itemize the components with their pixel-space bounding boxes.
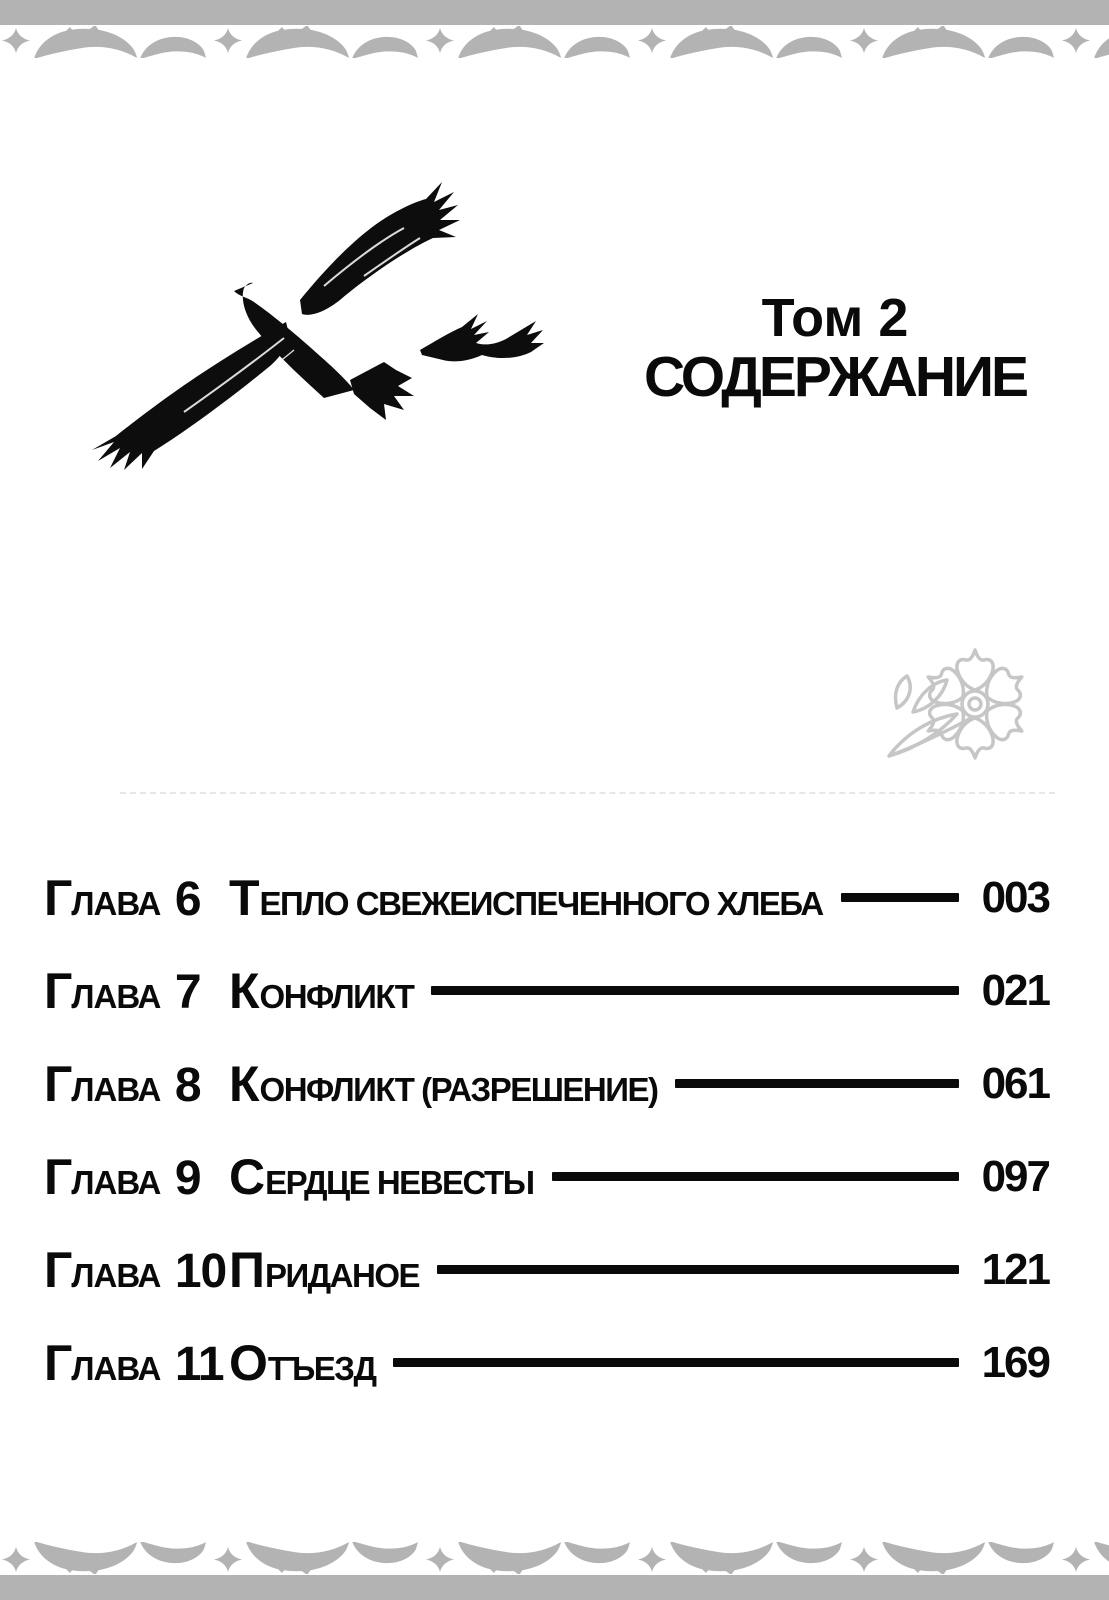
chapter-word: ГЛАВА (44, 1055, 161, 1112)
chapter-word: ГЛАВА (44, 1148, 161, 1205)
page-number: 121 (981, 1244, 1049, 1294)
toc-entry (0, 1223, 1109, 1316)
chapter-title: ТЕПЛО СВЕЖЕИСПЕЧЕННОГО ХЛЕБА (229, 869, 823, 926)
chapter-word: ГЛАВА (44, 869, 161, 926)
toc-entry (0, 851, 1109, 944)
chapter-title: ПРИДАНОЕ (229, 1241, 420, 1298)
page-number: 061 (981, 1058, 1049, 1108)
chapter-number: 11 (174, 1337, 224, 1391)
chapter-title: КОНФЛИКТ (РАЗРЕШЕНИЕ) (229, 1055, 658, 1112)
page-header (600, 290, 1070, 408)
page-number: 097 (981, 1151, 1049, 1201)
chapter-word: ГЛАВА (44, 1334, 161, 1391)
chapter-number: 7 (174, 965, 201, 1019)
leader-line (437, 1265, 959, 1274)
ornamental-border-bottom-icon (0, 1542, 1109, 1600)
chapter-title: КОНФЛИКТ (229, 962, 414, 1019)
chapter-number: 10 (174, 1244, 227, 1298)
leader-line (841, 893, 959, 902)
chapter-word: ГЛАВА (44, 962, 161, 1019)
eagle-illustration-icon (88, 180, 558, 475)
contents-title: СОДЕРЖАНИЕ (643, 345, 1027, 410)
faint-divider (120, 792, 1055, 794)
leader-line (431, 986, 959, 995)
page-number: 169 (981, 1337, 1049, 1387)
leader-line (552, 1172, 959, 1181)
toc-entry (0, 1316, 1109, 1409)
leader-line (675, 1079, 959, 1088)
chapter-label (44, 869, 229, 927)
chapter-word: ГЛАВА (44, 1241, 161, 1298)
chapter-number: 6 (174, 872, 201, 926)
chapter-title: СЕРДЦЕ НЕВЕСТЫ (229, 1148, 534, 1205)
toc-list (0, 851, 1109, 1409)
toc-entry (0, 944, 1109, 1037)
page-number: 003 (981, 872, 1049, 922)
chapter-number: 9 (174, 1151, 201, 1205)
chapter-label (44, 1055, 229, 1113)
chapter-label (44, 1334, 229, 1392)
flower-motif-icon (855, 632, 1050, 797)
ornamental-border-top-icon (0, 0, 1109, 58)
toc-entry (0, 1130, 1109, 1223)
chapter-title: ОТЪЕЗД (229, 1334, 376, 1391)
volume-title: Том 2 (761, 288, 909, 348)
page-number: 021 (981, 965, 1049, 1015)
chapter-label (44, 1241, 229, 1299)
chapter-label (44, 962, 229, 1020)
leader-line (393, 1358, 959, 1367)
chapter-number: 8 (174, 1058, 201, 1112)
toc-entry (0, 1037, 1109, 1130)
chapter-label (44, 1148, 229, 1206)
